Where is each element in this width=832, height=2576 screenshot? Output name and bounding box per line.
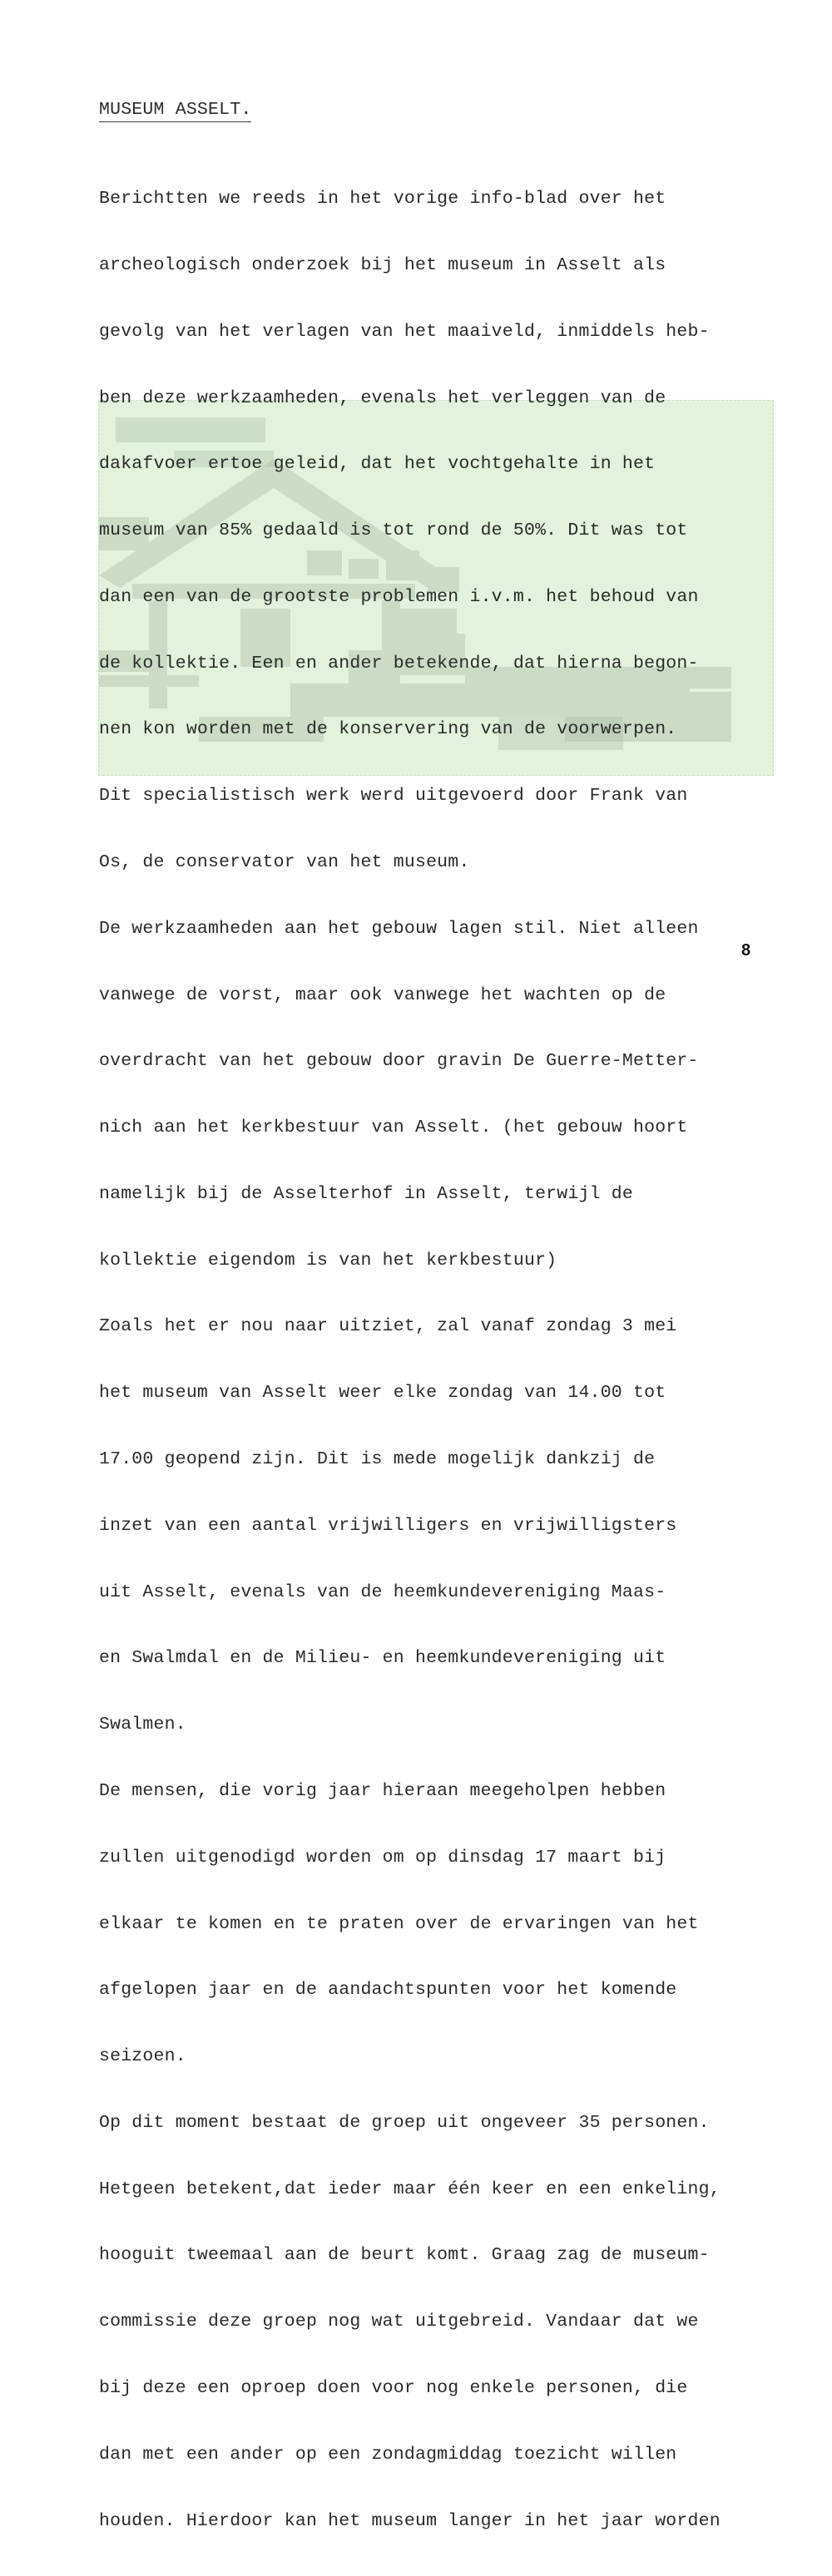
text-line: De mensen, die vorig jaar hieraan meegeholpen hebben xyxy=(99,1780,666,1801)
text-line: hooguit tweemaal aan de beurt komt. Graag zag de museum- xyxy=(99,2245,710,2266)
text-line: Swalmen. xyxy=(99,1715,186,1735)
text-line: Berichtten we reeds in het vorige info-blad over het xyxy=(99,189,666,210)
text-line: archeologisch onderzoek bij het museum in Asselt als xyxy=(99,254,666,275)
text-line: dakafvoer ertoe geleid, dat het vochtgehalte in het xyxy=(99,454,656,475)
text-line: museum van 85% gedaald is tot rond de 50%. Dit was tot xyxy=(99,521,688,541)
text-line: uit Asselt, evenals van de heemkundevereniging Maas- xyxy=(99,1582,666,1602)
text-line: overdracht van het gebouw door gravin De Guerre-Metter- xyxy=(99,1051,699,1072)
text-line: De werkzaamheden aan het gebouw lagen stil. Niet alleen xyxy=(99,918,699,939)
text-line: dan een van de grootste problemen i.v.m. het behoud van xyxy=(99,586,699,607)
text-line: afgelopen jaar en de aandachtspunten voor het komende xyxy=(99,1980,677,2001)
text-line: elkaar te komen en te praten over de ervaringen van het xyxy=(99,1913,699,1934)
text-line: vanwege de vorst, maar ook vanwege het wachten op de xyxy=(99,985,666,1005)
text-line: nich aan het kerkbestuur van Asselt. (het gebouw hoort xyxy=(99,1118,688,1138)
text-line: seizoen. xyxy=(99,2046,186,2067)
text-line: namelijk bij de Asselterhof in Asselt, terwijl de xyxy=(99,1183,634,1204)
text-line: Op dit moment bestaat de groep uit ongeveer 35 personen. xyxy=(99,2112,710,2133)
text-line: commissie deze groep nog wat uitgebreid. Vandaar dat we xyxy=(99,2312,699,2332)
page-title: MUSEUM ASSELT. xyxy=(99,99,251,122)
text-line: ben deze werkzaamheden, evenals het verleggen van de xyxy=(99,387,666,408)
text-line: Zoals het er nou naar uitziet, zal vanaf zondag 3 mei xyxy=(99,1316,677,1337)
text-line: houden. Hierdoor kan het museum langer in het jaar worden xyxy=(99,2510,721,2531)
text-line: zullen uitgenodigd worden om op dinsdag 17 maart bij xyxy=(99,1847,666,1868)
page-number: 8 xyxy=(741,941,751,960)
text-line: dan met een ander op een zondagmiddag toezicht willen xyxy=(99,2444,677,2465)
text-line: gevolg van het verlagen van het maaiveld, inmiddels heb- xyxy=(99,321,710,342)
text-line: nen kon worden met de konservering van de voorwerpen. xyxy=(99,719,677,740)
text-line: 17.00 geopend zijn. Dit is mede mogelijk dankzij de xyxy=(99,1449,656,1470)
text-line: het museum van Asselt weer elke zondag van 14.00 tot xyxy=(99,1383,666,1404)
text-line: kollektie eigendom is van het kerkbestuur) xyxy=(99,1250,557,1271)
text-line: en Swalmdal en de Milieu- en heemkundevereniging uit xyxy=(99,1648,666,1669)
text-line: inzet van een aantal vrijwilligers en vrijwilligsters xyxy=(99,1515,677,1536)
text-line: Hetgeen betekent,dat ieder maar één keer en een enkeling, xyxy=(99,2179,721,2199)
article-body xyxy=(99,144,781,2576)
text-line: de kollektie. Een en ander betekende, dat hierna begon- xyxy=(99,653,699,674)
text-line: Dit specialistisch werk werd uitgevoerd door Frank van xyxy=(99,786,688,807)
text-line: bij deze een oproep doen voor nog enkele personen, die xyxy=(99,2377,688,2398)
text-line: Os, de conservator van het museum. xyxy=(99,852,470,872)
